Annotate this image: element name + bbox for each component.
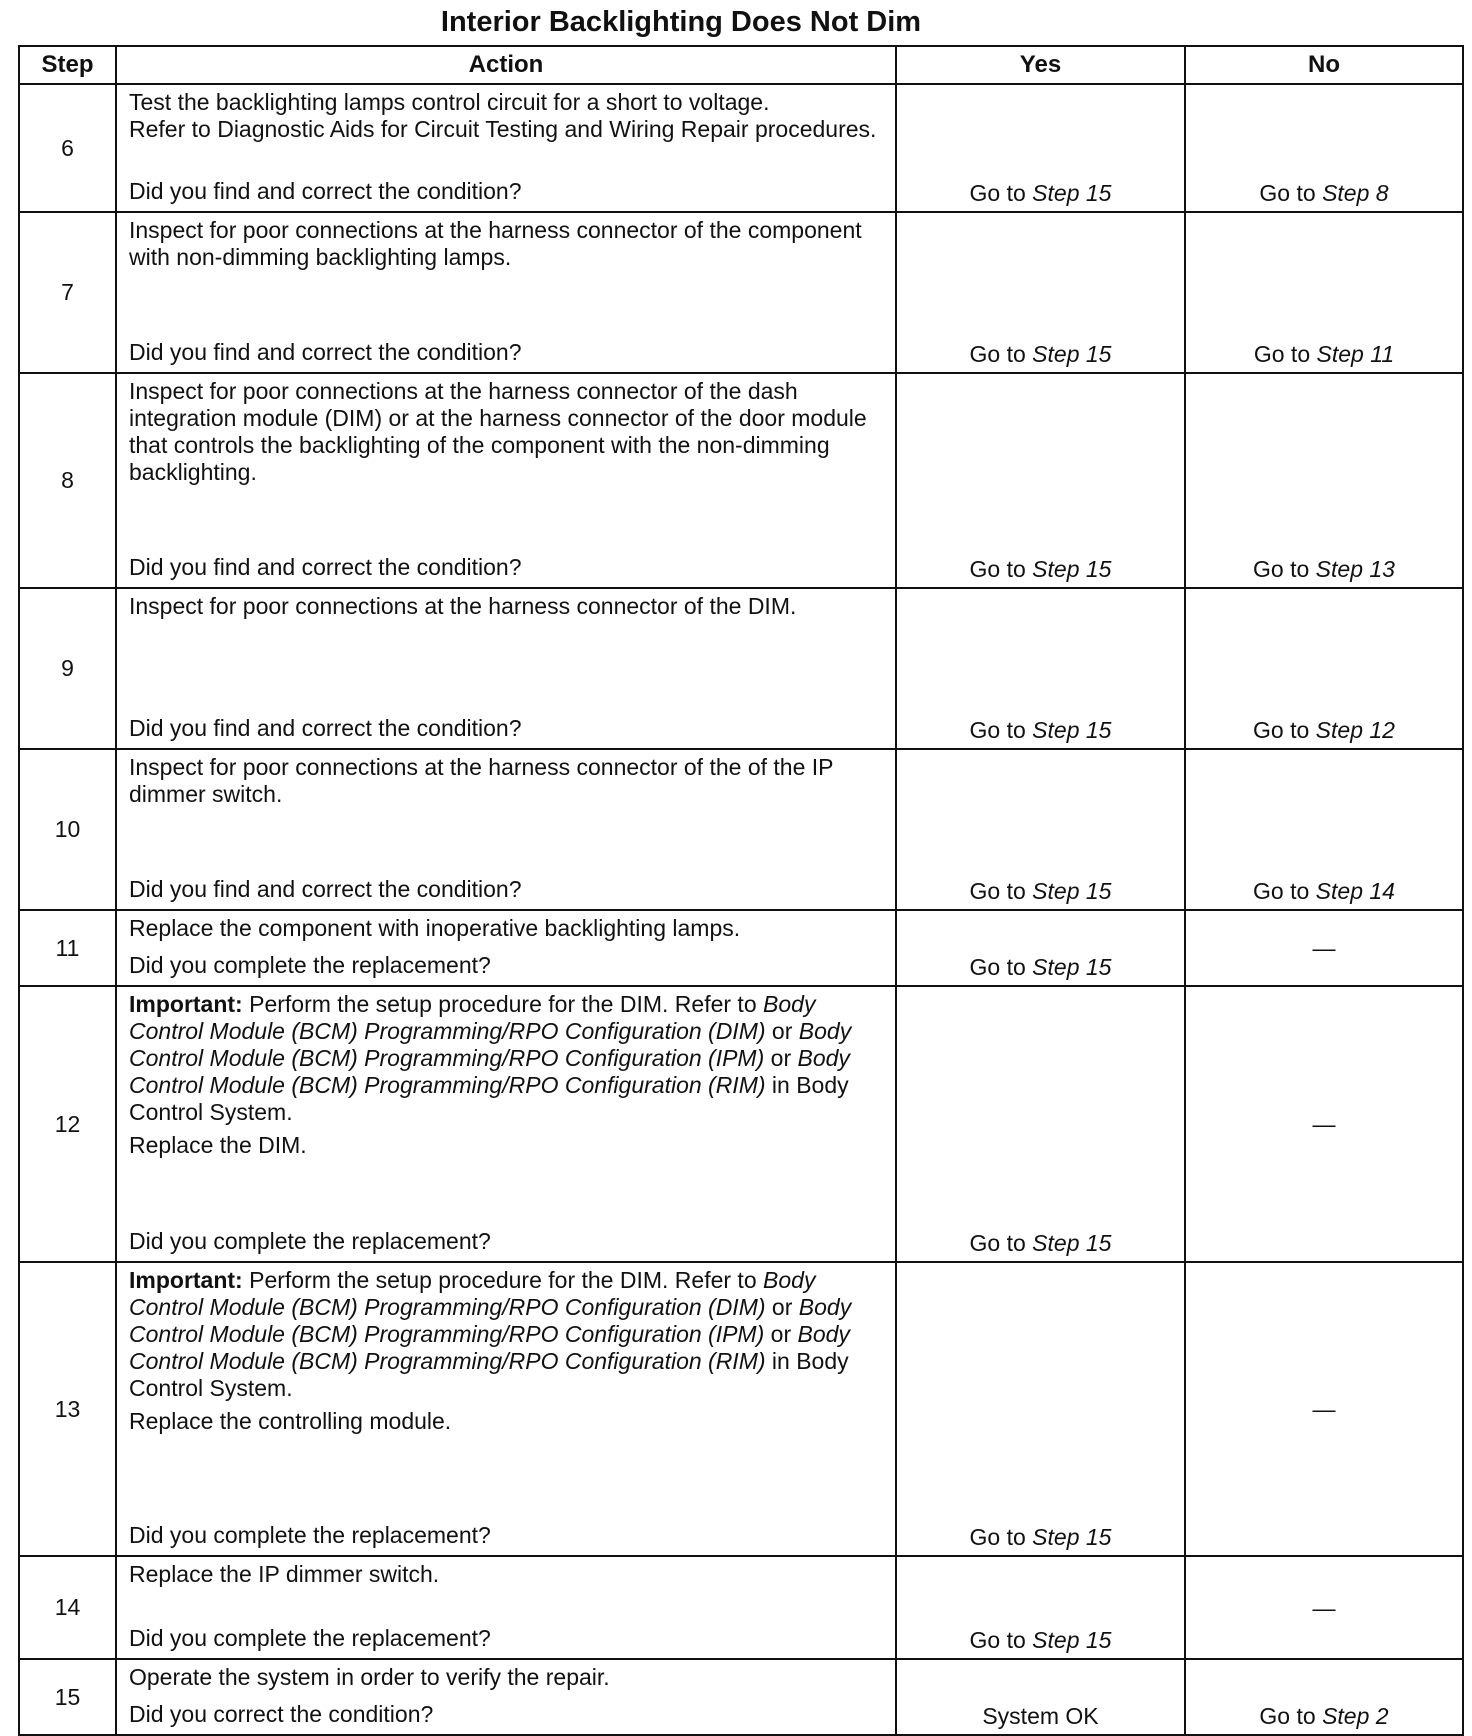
no-cell: — [1185, 1262, 1463, 1556]
action-text: Inspect for poor connections at the harness connector of the component with non-dimming backlighting lamps. [129, 217, 862, 270]
no-cell: Go to Step 12 [1185, 588, 1463, 749]
header-step: Step [19, 46, 116, 84]
step-number: 14 [19, 1556, 116, 1659]
step-number: 10 [19, 749, 116, 910]
step-number: 12 [19, 986, 116, 1262]
action-question: Did you complete the replacement? [129, 952, 491, 978]
action-text: Replace the component with inoperative backlighting lamps. [129, 915, 741, 941]
step-number: 15 [19, 1659, 116, 1735]
action-cell [116, 588, 896, 749]
no-step-ref: 12 [1369, 717, 1395, 743]
header-no: No [1185, 46, 1463, 84]
action-question: Did you correct the condition? [129, 1701, 434, 1727]
table-row [19, 588, 1463, 749]
action-cell [116, 1556, 896, 1659]
yes-cell: Go to Step 15 [896, 1556, 1185, 1659]
yes-step-ref: 15 [1085, 1627, 1112, 1653]
header-row [19, 46, 1463, 84]
yes-step-ref: 15 [1085, 717, 1112, 743]
no-step-ref: 8 [1375, 180, 1389, 206]
step-number: 11 [19, 910, 116, 986]
action-cell [116, 212, 896, 373]
action-cell [116, 1262, 896, 1556]
action-text: Replace the controlling module. [129, 1408, 452, 1434]
step-number: 9 [19, 588, 116, 749]
action-text: Operate the system in order to verify the repair. [129, 1664, 610, 1690]
table-row [19, 910, 1463, 986]
no-cell: Go to Step 13 [1185, 373, 1463, 588]
yes-step-ref: 15 [1085, 556, 1112, 582]
action-text: Inspect for poor connections at the harness connector of the dash integration module (DIM) or at the harness connector of the door module that controls the backlighting of the component with the non-dimming backlighting. [129, 378, 867, 485]
yes-step-ref: 15 [1085, 341, 1112, 367]
no-cell: Go to Step 2 [1185, 1659, 1463, 1735]
step-number: 8 [19, 373, 116, 588]
header-yes: Yes [896, 46, 1185, 84]
action-text: Refer to Diagnostic Aids for Circuit Testing and Wiring Repair procedures. [129, 116, 877, 142]
action-question: Did you complete the replacement? [129, 1228, 491, 1254]
action-text: Replace the IP dimmer switch. [129, 1561, 440, 1587]
no-cell: Go to Step 8 [1185, 84, 1463, 212]
no-cell: Go to Step 14 [1185, 749, 1463, 910]
document-title: Interior Backlighting Does Not Dim [440, 6, 922, 38]
table-row [19, 373, 1463, 588]
action-question: Did you complete the replacement? [129, 1625, 491, 1651]
yes-cell: Go to Step 15 [896, 588, 1185, 749]
yes-cell: System OK [896, 1659, 1185, 1735]
yes-step-ref: 15 [1085, 1524, 1112, 1550]
yes-step-ref: 15 [1085, 180, 1112, 206]
action-cell [116, 986, 896, 1262]
yes-cell: Go to Step 15 [896, 1262, 1185, 1556]
action-text: Inspect for poor connections at the harness connector of the of the IP dimmer switch. [129, 754, 834, 807]
step-number: 6 [19, 84, 116, 212]
yes-step-ref: 15 [1085, 878, 1112, 904]
yes-cell: Go to Step 15 [896, 986, 1185, 1262]
table-row [19, 1262, 1463, 1556]
action-cell [116, 749, 896, 910]
no-cell: — [1185, 910, 1463, 986]
action-question: Did you find and correct the condition? [129, 876, 522, 902]
no-cell: — [1185, 1556, 1463, 1659]
action-cell [116, 84, 896, 212]
no-cell: Go to Step 11 [1185, 212, 1463, 373]
yes-step-ref: 15 [1085, 1230, 1112, 1256]
action-question: Did you complete the replacement? [129, 1522, 491, 1548]
no-step-ref: 14 [1369, 878, 1395, 904]
step-number: 13 [19, 1262, 116, 1556]
action-cell [116, 373, 896, 588]
yes-cell: Go to Step 15 [896, 212, 1185, 373]
table-row [19, 212, 1463, 373]
diagnostic-table [18, 45, 1464, 1736]
yes-cell: Go to Step 15 [896, 910, 1185, 986]
yes-cell: Go to Step 15 [896, 84, 1185, 212]
step-number: 7 [19, 212, 116, 373]
table-row [19, 749, 1463, 910]
action-text: Replace the DIM. [129, 1132, 307, 1158]
action-text: Test the backlighting lamps control circuit for a short to voltage. [129, 89, 770, 115]
action-cell [116, 910, 896, 986]
yes-step-ref: 15 [1085, 954, 1112, 980]
action-question: Did you find and correct the condition? [129, 178, 522, 204]
important-note: Important: Perform the setup procedure for the DIM. Refer to Body Control Module (BCM) Programming/RPO Configuration (DIM) or Body Control Module (BCM) Programming/RPO Configuration (IPM) or Body Control Module (BCM) Programming/RPO Configuration (RIM) in Body Control System. [129, 1267, 852, 1401]
yes-cell: Go to Step 15 [896, 749, 1185, 910]
action-question: Did you find and correct the condition? [129, 339, 522, 365]
action-question: Did you find and correct the condition? [129, 715, 522, 741]
action-question: Did you find and correct the condition? [129, 554, 522, 580]
header-action: Action [116, 46, 896, 84]
table-row [19, 84, 1463, 212]
no-step-ref: 2 [1375, 1703, 1389, 1729]
table-row [19, 1556, 1463, 1659]
action-text: Inspect for poor connections at the harness connector of the DIM. [129, 593, 797, 619]
no-step-ref: 13 [1369, 556, 1395, 582]
no-cell: — [1185, 986, 1463, 1262]
no-step-ref: 11 [1370, 341, 1395, 367]
yes-cell: Go to Step 15 [896, 373, 1185, 588]
table-row [19, 986, 1463, 1262]
important-note: Important: Perform the setup procedure for the DIM. Refer to Body Control Module (BCM) Programming/RPO Configuration (DIM) or Body Control Module (BCM) Programming/RPO Configuration (IPM) or Body Control Module (BCM) Programming/RPO Configuration (RIM) in Body Control System. [129, 991, 852, 1125]
